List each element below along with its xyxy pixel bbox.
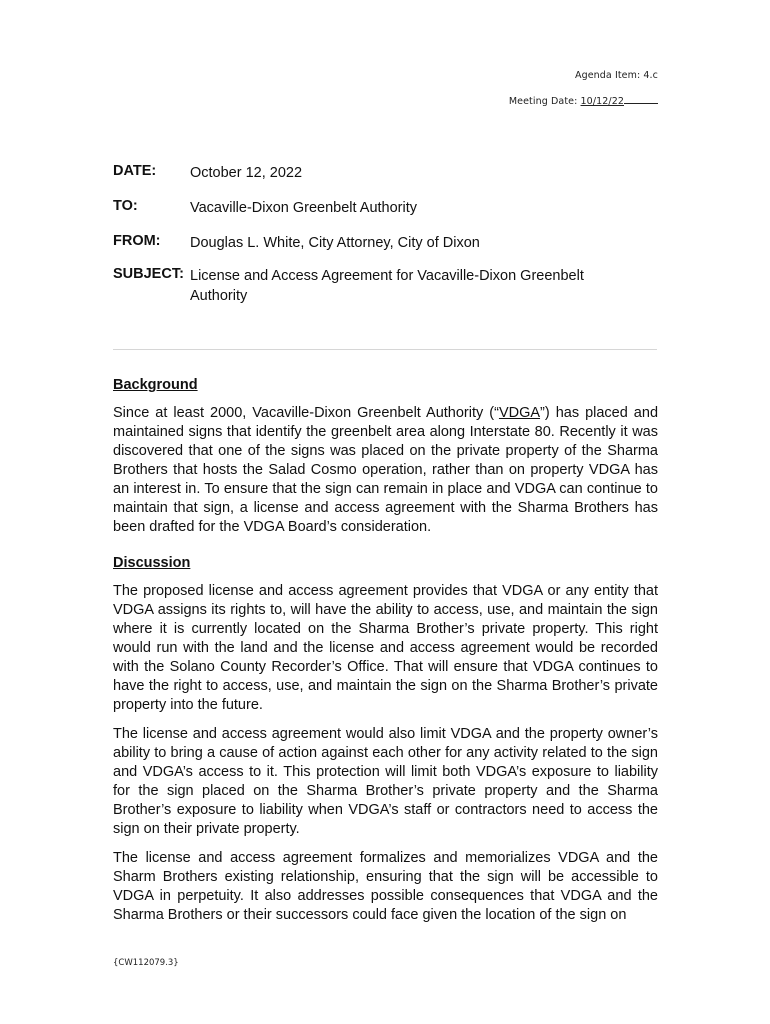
memo-from-value: Douglas L. White, City Attorney, City of Dixon [190, 235, 480, 251]
meeting-date-value: 10/12/22 [580, 96, 624, 107]
agenda-item-label: Agenda Item: [574, 70, 641, 81]
background-paragraph [113, 404, 658, 537]
memo-date-label: DATE: [113, 163, 157, 179]
header-divider [113, 349, 657, 350]
vdga-abbreviation: VDGA [498, 405, 541, 421]
discussion-paragraph-1: The proposed license and access agreement provides that VDGA or any entity that VDGA assigns its rights to, will have the ability to access, use, and maintain the sign where it is currently located on the Sharma Brother’s private property. This right would run with the land and the license and access agreement would be recorded with the Solano County Recorder’s Office. That will ensure that VDGA continues to have the right to access, use, and maintain the sign on the Sharma Brother’s private property into the future. [113, 583, 658, 713]
memo-subject-value: License and Access Agreement for Vacaville-Dixon Greenbelt Authority [190, 268, 584, 304]
discussion-paragraph-3: The license and access agreement formalizes and memorializes VDGA and the Sharm Brothers existing relationship, ensuring that the sign will be accessible to VDGA in perpetuity. It also addresses possible consequences that VDGA and the Sharma Brothers or their successors could face given the location of the sign on [113, 850, 658, 923]
discussion-heading: Discussion [113, 555, 191, 571]
background-text-start: Since at least 2000, Vacaville-Dixon Greenbelt Authority (“ [113, 405, 499, 421]
agenda-item-value: 4.c [643, 70, 658, 81]
memo-from-label: FROM: [113, 233, 161, 249]
agenda-item [575, 70, 658, 81]
discussion-paragraph-2: The license and access agreement would also limit VDGA and the property owner’s ability to bring a cause of action against each other for any activity related to the sign and VDGA’s access to it. This protection will limit both VDGA’s exposure to liability for the sign placed on the Sharma Brother’s private property and the Sharma Brother’s exposure to liability when VDGA’s staff or contractors need to access the sign on their private property. [113, 726, 658, 837]
meeting-date [509, 94, 658, 107]
memo-subject-label: SUBJECT: [113, 266, 184, 282]
background-heading: Background [113, 377, 198, 393]
background-text-end: ”) has placed and maintained signs that identify the greenbelt area along Interstate 80. Recently it was discovered that one of the signs was placed on the private property of the Sharma Brothers that hosts the Salad Cosmo operation, rather than on property VDGA has an interest in. To ensure that the sign can remain in place and VDGA can continue to maintain that sign, a license and access agreement with the Sharma Brothers has been drafted for the VDGA Board’s consideration. [113, 405, 659, 535]
memo-to-label: TO: [113, 198, 138, 214]
memo-to-value: Vacaville-Dixon Greenbelt Authority [190, 200, 418, 216]
memo-date-value: October 12, 2022 [190, 165, 303, 181]
meeting-date-underline [624, 94, 658, 104]
document-code: {CW112079.3} [113, 958, 179, 968]
meeting-date-label: Meeting Date: [508, 96, 578, 107]
